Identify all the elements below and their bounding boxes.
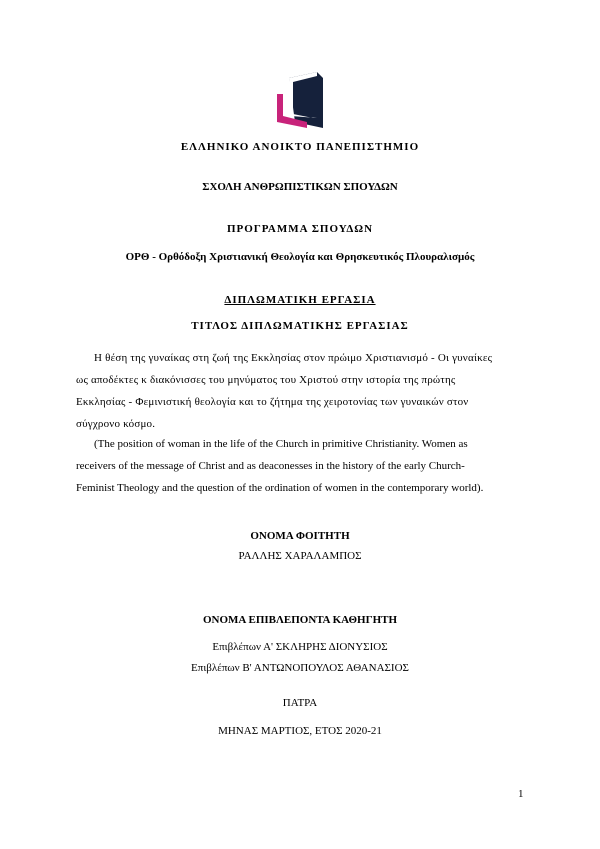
title-greek-line: ως αποδέκτες κ διακόνισσες του μηνύματος του Χριστού στην ιστορία της πρώτης — [76, 374, 456, 386]
title-english-line: receivers of the message of Christ and as deaconesses in the history of the early Church- — [76, 460, 465, 472]
city: ΠΑΤΡΑ — [282, 697, 318, 709]
university-logo-icon — [277, 72, 325, 128]
student-name: ΡΑΛΛΗΣ ΧΑΡΑΛΑΜΠΟΣ — [238, 550, 362, 562]
title-greek-line: Εκκλησίας - Φεμινιστική θεολογία και το ζήτημα της χειροτονίας των γυναικών στον — [76, 396, 469, 408]
title-heading: ΤΙΤΛΟΣ ΔΙΠΛΩΜΑΤΙΚΗΣ ΕΡΓΑΣΙΑΣ — [191, 320, 409, 332]
program-heading: ΠΡΟΓΡΑΜΜΑ ΣΠΟΥΔΩΝ — [226, 223, 374, 235]
supervisor-b: Επιβλέπων Β' ΑΝΤΩΝΟΠΟΥΛΟΣ ΑΘΑΝΑΣΙΟΣ — [191, 662, 409, 674]
university-name: ΕΛΛΗΝΙΚΟ ΑΝΟΙΚΤΟ ΠΑΝΕΠΙΣΤΗΜΙΟ — [180, 141, 420, 153]
title-english-line: (The position of woman in the life of the Church in primitive Christianity. Women as — [94, 438, 468, 450]
supervisor-a: Επιβλέπων Α' ΣΚΛΗΡΗΣ ΔΙΟΝΥΣΙΟΣ — [212, 641, 388, 653]
thesis-title-english — [76, 433, 525, 499]
title-english-line: Feminist Theology and the question of the ordination of women in the contemporary world). — [76, 482, 484, 494]
supervisor-heading: ΟΝΟΜΑ ΕΠΙΒΛΕΠΟΝΤΑ ΚΑΘΗΓΗΤΗ — [202, 614, 398, 626]
thesis-heading: ΔΙΠΛΩΜΑΤΙΚΗ ΕΡΓΑΣΙΑ — [224, 294, 376, 306]
page-number: 1 — [518, 788, 524, 800]
thesis-title-greek — [76, 347, 525, 435]
date: ΜΗΝΑΣ ΜΑΡΤΙΟΣ, ΕΤΟΣ 2020-21 — [218, 725, 382, 737]
program-name: ΟΡΘ - Ορθόδοξη Χριστιανική Θεολογία και Θρησκευτικός Πλουραλισμός — [125, 251, 475, 263]
title-greek-line: σύγχρονο κόσμο. — [76, 418, 156, 430]
title-greek-line: Η θέση της γυναίκας στη ζωή της Εκκλησίας στον πρώιμο Χριστιανισμό - Οι γυναίκες — [94, 352, 493, 364]
school-name: ΣΧΟΛΗ ΑΝΘΡΩΠΙΣΤΙΚΩΝ ΣΠΟΥΔΩΝ — [202, 181, 398, 193]
student-heading: ΟΝΟΜΑ ΦΟΙΤΗΤΗ — [250, 530, 350, 542]
